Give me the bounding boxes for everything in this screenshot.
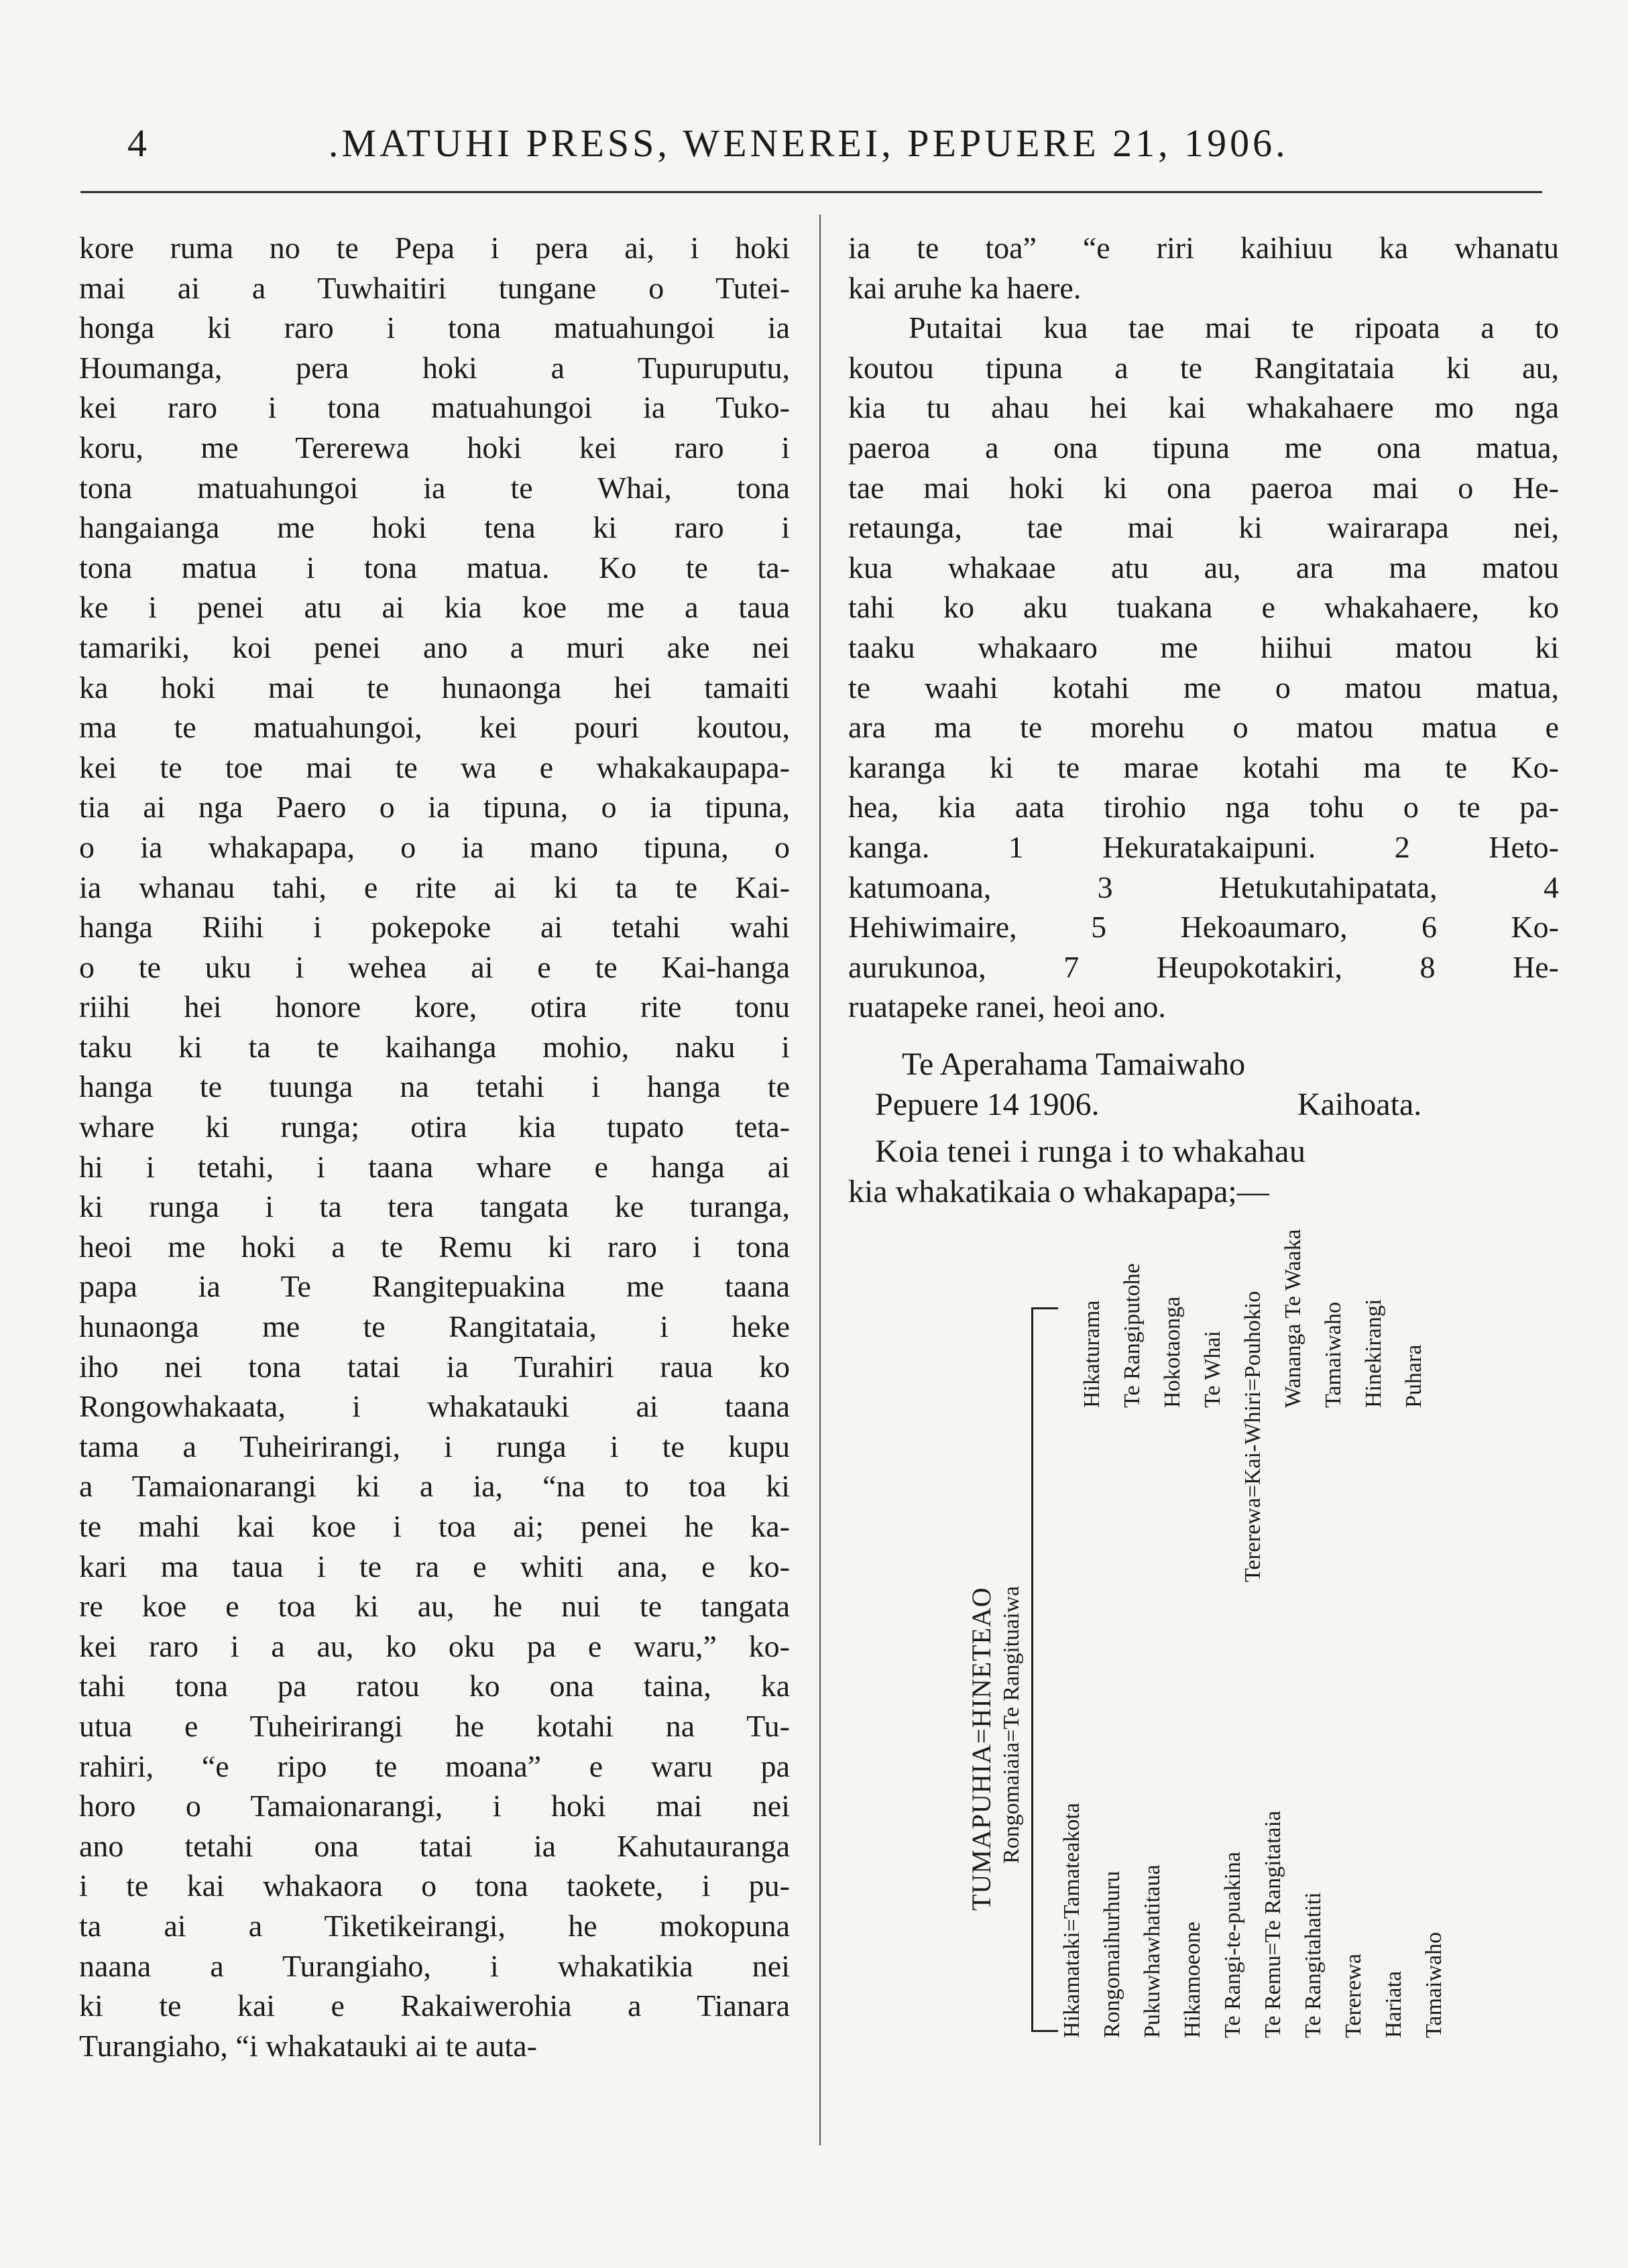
text-line: o te uku i wehea ai e te Kai-hanga xyxy=(79,949,790,984)
text-line: hunaonga me te Rangitataia, i heke xyxy=(79,1309,790,1344)
text-line: Rongowhakaata, i whakatauki ai taana xyxy=(79,1389,790,1424)
text-line: hi i tetahi, i taana whare e hanga ai xyxy=(79,1149,790,1184)
text-line: tahi ko aku tuakana e whakahaere, ko xyxy=(848,590,1559,625)
masthead: .MATUHI PRESS, WENEREI, PEPUERE 21, 1906. xyxy=(329,121,1289,165)
text-line: taku ki ta te kaihanga mohio, naku i xyxy=(79,1029,790,1064)
text-line: honga ki raro i tona matuahungoi ia xyxy=(79,310,790,345)
text-line: te waahi kotahi me o matou matua, xyxy=(848,670,1559,705)
text-line: tahi tona pa ratou ko ona taina, ka xyxy=(79,1669,790,1704)
text-line: kore ruma no te Pepa i pera ai, i hoki xyxy=(79,231,790,265)
genealogy-right-name: Wananga Te Waaka xyxy=(1281,1229,1305,1408)
text-line: kei raro i tona matuahungoi ia Tuko- xyxy=(79,390,790,425)
genealogy-right-name: Te Rangiputohe xyxy=(1120,1263,1145,1408)
text-line: hangaianga me hoki tena ki raro i xyxy=(79,510,790,545)
text-line: ki runga i ta tera tangata ke turanga, xyxy=(79,1189,790,1224)
text-line: hanga Riihi i pokepoke ai tetahi wahi xyxy=(79,910,790,945)
text-line: re koe e toa ki au, he nui te tangata xyxy=(79,1589,790,1624)
text-line: Putaitai kua tae mai te ripoata a to xyxy=(909,310,1559,345)
text-line: taaku whakaaro me hiihui matou ki xyxy=(848,630,1559,664)
text-line: kua whakaae atu au, ara ma matou xyxy=(848,550,1559,585)
text-line: tamariki, koi penei ano a muri ake nei xyxy=(79,630,790,664)
text-line: kai aruhe ka haere. xyxy=(848,270,1082,305)
genealogy-left-name: Hikamataki=Tamateakota xyxy=(1059,1803,1084,2038)
genealogy-left-name: Tamaiwaho xyxy=(1421,1931,1446,2038)
genealogy-connector xyxy=(1031,2030,1058,2032)
genealogy-right-name: Hokotaonga xyxy=(1160,1296,1185,1408)
text-line: paeroa a ona tipuna me ona matua, xyxy=(848,430,1559,465)
text-line: ia whanau tahi, e rite ai ki ta te Kai- xyxy=(79,870,790,904)
text-line: koru, me Tererewa hoki kei raro i xyxy=(79,430,790,465)
text-line: ara ma te morehu o matou matua e xyxy=(848,710,1559,745)
text-line: katumoana, 3 Hetukutahipatata, 4 xyxy=(848,870,1559,904)
text-line: ia te toa” “e riri kaihiuu ka whanatu xyxy=(848,231,1559,265)
genealogy-connector xyxy=(1031,1307,1033,2031)
text-line: ki te kai e Rakaiwerohia a Tianara xyxy=(79,1988,790,2023)
signature-name: Te Aperahama Tamaiwaho xyxy=(902,1047,1246,1082)
text-line: Turangiaho, “i whakatauki ai te auta- xyxy=(79,2028,537,2063)
signature-date: Pepuere 14 1906. xyxy=(875,1087,1100,1122)
text-line: o ia whakapapa, o ia mano tipuna, o xyxy=(79,829,790,864)
text-line: kei te toe mai te wa e whakakaupapa- xyxy=(79,750,790,784)
genealogy-left-name: Tererewa xyxy=(1341,1954,1366,2038)
text-line: riihi hei honore kore, otira rite tonu xyxy=(79,990,790,1024)
genealogy-left-name: Pukuwhawhatitaua xyxy=(1140,1864,1165,2038)
text-line: tona matuahungoi ia te Whai, tona xyxy=(79,470,790,505)
text-line: Houmanga, pera hoki a Tupuruputu, xyxy=(79,350,790,385)
text-line: hea, kia aata tirohio nga tohu o te pa- xyxy=(848,790,1559,825)
text-line: ka hoki mai te hunaonga hei tamaiti xyxy=(79,670,790,705)
text-line: kei raro i a au, ko oku pa e waru,” ko- xyxy=(79,1628,790,1663)
text-line: ta ai a Tiketikeirangi, he mokopuna xyxy=(79,1908,790,1943)
genealogy-right-name: Te Whai xyxy=(1200,1331,1225,1408)
text-line: heoi me hoki a te Remu ki raro i tona xyxy=(79,1229,790,1264)
text-line: kia tu ahau hei kai whakahaere mo nga xyxy=(848,390,1559,425)
text-line: papa ia Te Rangitepuakina me taana xyxy=(79,1269,790,1304)
genealogy-right-name: Tererewa=Kai-Whiri=Pouhokio xyxy=(1240,1291,1265,1582)
text-line: mai ai a Tuwhaitiri tungane o Tutei- xyxy=(79,270,790,305)
header-rule xyxy=(80,191,1542,193)
text-line: karanga ki te marae kotahi ma te Ko- xyxy=(848,750,1559,784)
genealogy-right-name: Hinekirangi xyxy=(1361,1299,1386,1408)
genealogy-right-name: Tamaiwaho xyxy=(1321,1301,1346,1408)
text-line: a Tamaionarangi ki a ia, “na to toa ki xyxy=(79,1469,790,1504)
genealogy-root: TUMAPUHIA=HINETEAO xyxy=(966,1587,996,1911)
genealogy-right-name: Hikaturama xyxy=(1080,1300,1104,1408)
text-line: tia ai nga Paero o ia tipuna, o ia tipuna, xyxy=(79,790,790,825)
text-line: koutou tipuna a te Rangitataia ki au, xyxy=(848,350,1559,385)
page-number: 4 xyxy=(127,121,148,165)
text-line: Hehiwimaire, 5 Hekoaumaro, 6 Ko- xyxy=(848,910,1559,945)
text-line: ke i penei atu ai kia koe me a taua xyxy=(79,590,790,625)
genealogy-left-name: Te Rangi-te-puakina xyxy=(1220,1851,1245,2038)
text-line: utua e Tuheirirangi he kotahi na Tu- xyxy=(79,1708,790,1743)
text-line: tona matua i tona matua. Ko te ta- xyxy=(79,550,790,585)
genealogy-left-name: Te Remu=Te Rangitataia xyxy=(1261,1810,1285,2038)
signature-role: Kaihoata. xyxy=(1297,1087,1422,1122)
text-line: i te kai whakaora o tona taokete, i pu- xyxy=(79,1868,790,1903)
text-line: aurukunoa, 7 Heupokotakiri, 8 He- xyxy=(848,949,1559,984)
text-line: ano tetahi ona tatai ia Kahutauranga xyxy=(79,1828,790,1863)
genealogy-chart xyxy=(925,1193,1529,2038)
text-line: tama a Tuheirirangi, i runga i te kupu xyxy=(79,1429,790,1464)
text-line: te mahi kai koe i toa ai; penei he ka- xyxy=(79,1509,790,1543)
intro-line-2: kia whakatikaia o whakapapa;— xyxy=(848,1174,1269,1209)
text-line: iho nei tona tatai ia Turahiri raua ko xyxy=(79,1349,790,1384)
text-line: whare ki runga; otira kia tupato teta- xyxy=(79,1110,790,1144)
text-line: retaunga, tae mai ki wairarapa nei, xyxy=(848,510,1559,545)
text-line: rahiri, “e ripo te moana” e waru pa xyxy=(79,1748,790,1783)
text-line: naana a Turangiaho, i whakatikia nei xyxy=(79,1948,790,1983)
genealogy-left-name: Rongomaihurhuru xyxy=(1100,1870,1124,2038)
column-divider xyxy=(819,215,821,2145)
text-line: ma te matuahungoi, kei pouri koutou, xyxy=(79,710,790,745)
genealogy-connector xyxy=(1031,1307,1058,1309)
text-line: ruatapeke ranei, heoi ano. xyxy=(848,990,1166,1024)
intro-line-1: Koia tenei i runga i to whakahau xyxy=(875,1134,1306,1169)
text-line: kari ma taua i te ra e whiti ana, e ko- xyxy=(79,1549,790,1584)
right-column xyxy=(848,228,1559,1027)
left-column xyxy=(79,228,790,2066)
page-header xyxy=(80,121,1556,174)
text-line: horo o Tamaionarangi, i hoki mai nei xyxy=(79,1789,790,1824)
genealogy-left-name: Hikamoeone xyxy=(1180,1921,1205,2038)
genealogy-second: Rongomaiaia=Te Rangituaiwa xyxy=(999,1586,1024,1864)
genealogy-left-name: Hariata xyxy=(1381,1970,1406,2038)
text-line: tae mai hoki ki ona paeroa mai o He- xyxy=(848,470,1559,505)
text-line: hanga te tuunga na tetahi i hanga te xyxy=(79,1069,790,1104)
genealogy-left-name: Te Rangitahatiti xyxy=(1301,1892,1326,2038)
text-line: kanga. 1 Hekuratakaipuni. 2 Heto- xyxy=(848,829,1559,864)
genealogy-right-name: Puhara xyxy=(1401,1344,1426,1408)
